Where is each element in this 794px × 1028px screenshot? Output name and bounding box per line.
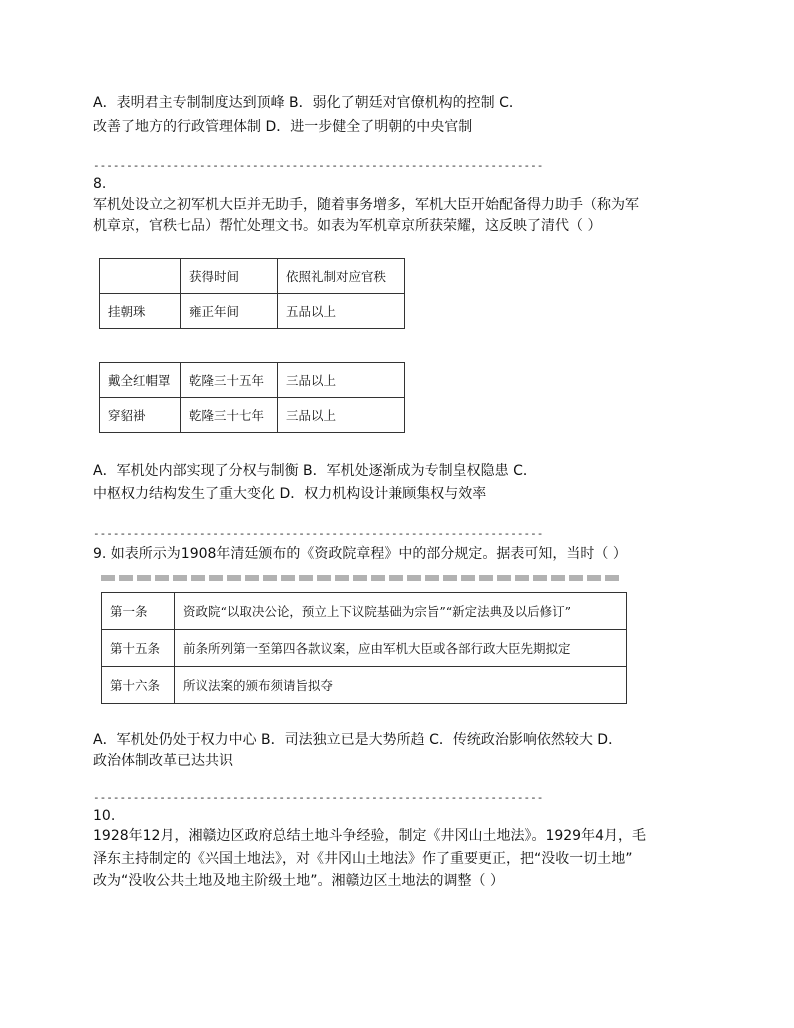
table-row [100,363,405,398]
q8-options-line1: A．军机处内部实现了分权与制衡 B．军机处逐渐成为专制皇权隐患 C． [93,463,537,479]
q8-options-line2: 中枢权力结构发生了重大变化 D．权力机构设计兼顾集权与效率 [93,486,487,502]
table-cell: 资政院“以取决公论，预立上下议院基础为宗旨”“新定法典及以后修订” [175,593,627,630]
q9-options-line2: 政治体制改革已达共识 [93,753,233,769]
q10-number: 10. [93,808,116,824]
q8-stem-line1: 军机处设立之初军机大臣并无助手，随着事务增多，军机大臣开始配备得力助手（称为军 [93,197,639,213]
table-cell: 三品以上 [278,363,405,398]
table-cell: 依照礼制对应官秩 [278,259,405,294]
table-cell: 所议法案的颁布须请旨拟夺 [175,667,627,704]
separator: -------------------------------------------------------------------- [93,791,544,804]
separator: -------------------------------------------------------------------- [93,527,544,540]
cropped-text-strip [101,575,621,581]
table-cell: 戴全红帽罩 [100,363,181,398]
table-cell: 第十六条 [102,667,175,704]
table-row [102,593,627,630]
q10-stem-line1: 1928年12月，湘赣边区政府总结土地斗争经验，制定《井冈山土地法》。1929年4月，毛 [93,828,646,844]
table-row [100,259,405,294]
table-cell: 前条所列第一至第四各款议案，应由军机大臣或各部行政大臣先期拟定 [175,630,627,667]
q10-stem-line3: 改为“没收公共土地及地主阶级土地”。湘赣边区土地法的调整（ ） [93,873,504,889]
table-cell: 三品以上 [278,398,405,433]
q9-options-line1: A．军机处仍处于权力中心 B．司法独立已是大势所趋 C．传统政治影响依然较大 D． [93,732,623,748]
q7-options-line1: A．表明君主专制制度达到顶峰 B．弱化了朝廷对官僚机构的控制 C． [93,95,523,111]
table-row [100,398,405,433]
q9-stem: 9. 如表所示为1908年清廷颁布的《资政院章程》中的部分规定。据表可知，当时（ ） [93,546,627,562]
table-cell: 获得时间 [181,259,278,294]
table-cell: 乾隆三十五年 [181,363,278,398]
table-cell: 乾隆三十七年 [181,398,278,433]
table-cell: 五品以上 [278,294,405,329]
q8-number: 8. [93,176,107,192]
table-row [102,630,627,667]
q8-stem-line2: 机章京，官秩七品）帮忙处理文书。如表为军机章京所获荣耀，这反映了清代（ ） [93,218,602,234]
table-cell: 第一条 [102,593,175,630]
table-cell [100,259,181,294]
table-cell: 挂朝珠 [100,294,181,329]
q8-table2 [99,362,405,433]
q7-options-line2: 改善了地方的行政管理体制 D．进一步健全了明朝的中央官制 [93,119,473,135]
q9-table [101,592,627,704]
table-row [100,294,405,329]
table-cell: 穿貂褂 [100,398,181,433]
table-cell: 第十五条 [102,630,175,667]
q8-table1 [99,258,405,329]
q10-stem-line2: 泽东主持制定的《兴国土地法》，对《井冈山土地法》作了重要更正，把“没收一切土地” [93,851,633,867]
separator: -------------------------------------------------------------------- [93,159,544,172]
table-row [102,667,627,704]
table-cell: 雍正年间 [181,294,278,329]
